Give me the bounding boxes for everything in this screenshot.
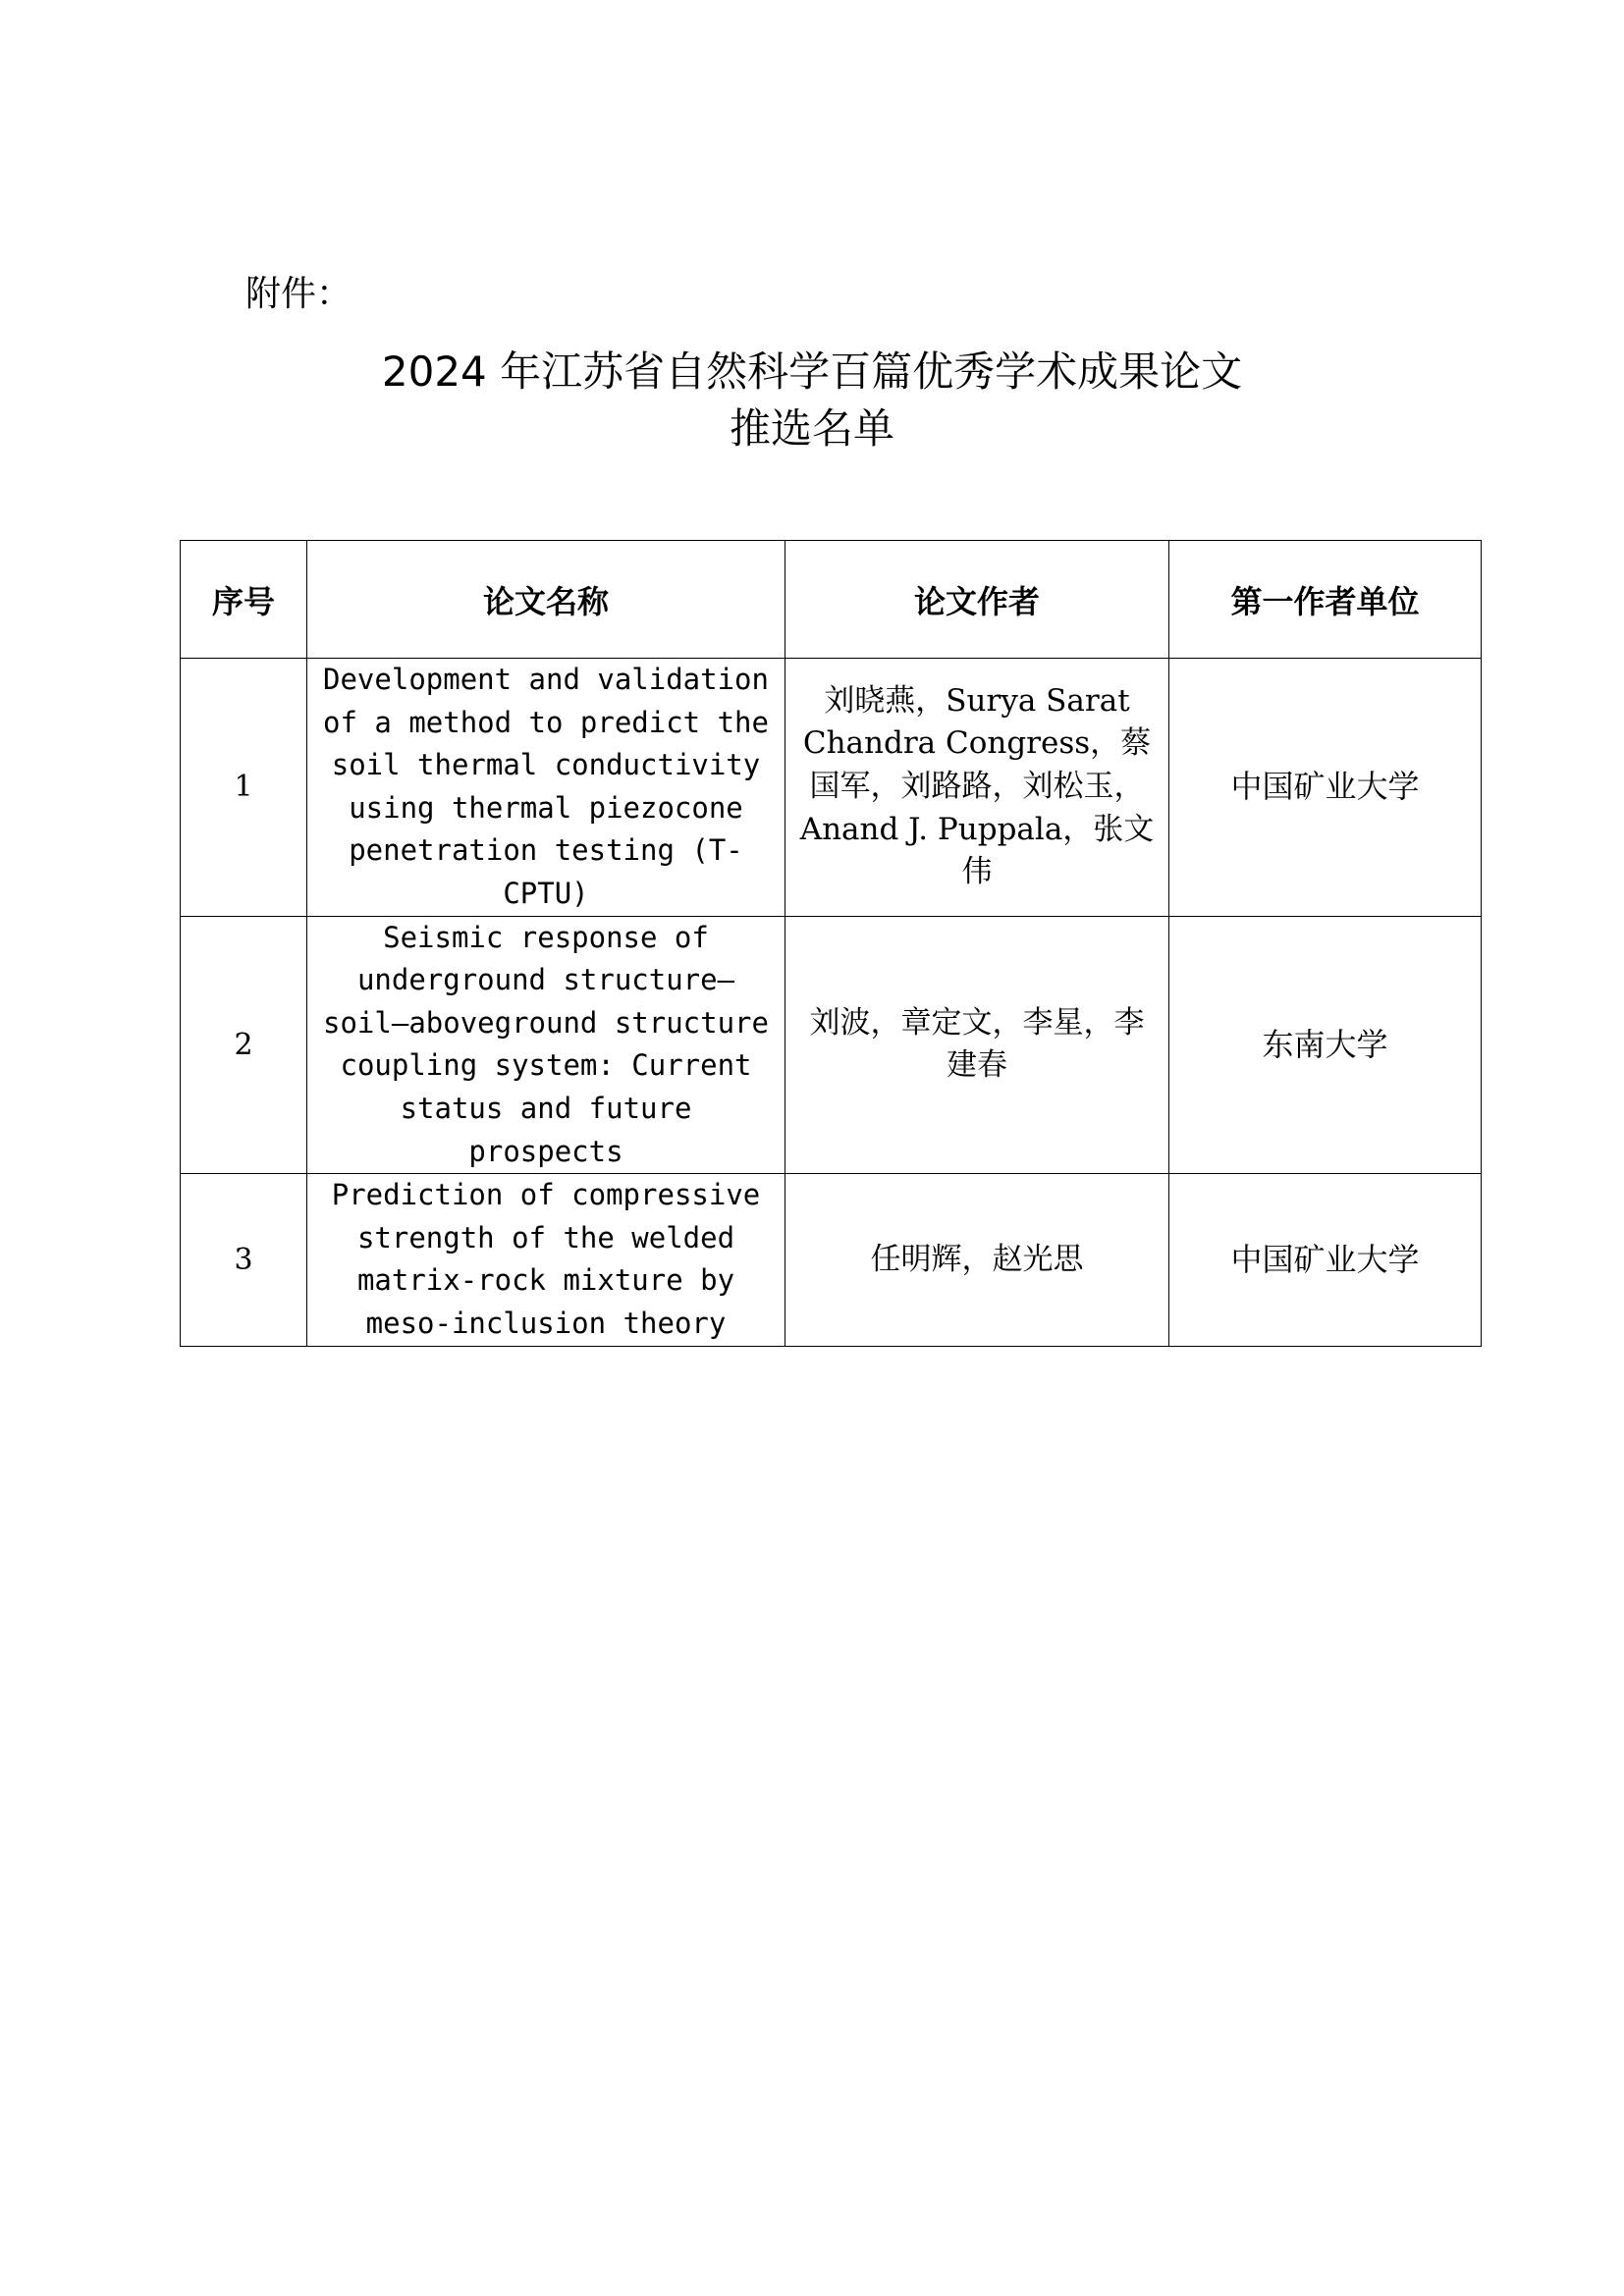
nominee-table bbox=[180, 540, 1482, 1347]
table-header-row bbox=[181, 541, 1482, 659]
table-row bbox=[181, 1174, 1482, 1346]
first-author-unit: 东南大学 bbox=[1169, 916, 1482, 1174]
first-author-unit: 中国矿业大学 bbox=[1169, 1174, 1482, 1346]
paper-title bbox=[307, 1174, 785, 1346]
table-row bbox=[181, 916, 1482, 1174]
paper-authors-text: 任明辉，赵光思 bbox=[870, 1241, 1084, 1277]
header-authors: 论文作者 bbox=[785, 541, 1169, 659]
paper-authors bbox=[785, 659, 1169, 917]
row-number: 1 bbox=[181, 659, 307, 917]
document-title bbox=[0, 344, 1624, 457]
paper-authors bbox=[785, 1174, 1169, 1346]
header-first-author-unit: 第一作者单位 bbox=[1169, 541, 1482, 659]
header-no: 序号 bbox=[181, 541, 307, 659]
paper-title bbox=[307, 659, 785, 917]
table-row bbox=[181, 659, 1482, 917]
header-paper-title: 论文名称 bbox=[307, 541, 785, 659]
paper-title bbox=[307, 916, 785, 1174]
paper-authors-text: 刘波，章定文，李星，李建春 bbox=[809, 1004, 1145, 1084]
paper-title-text: Prediction of compressive strength of the welded matrix-rock mixture by meso-inclusion theory bbox=[331, 1178, 761, 1340]
attachment-label: 附件： bbox=[245, 274, 352, 314]
row-number: 2 bbox=[181, 916, 307, 1174]
row-number: 3 bbox=[181, 1174, 307, 1346]
document-title-line-1: 2024 年江苏省自然科学百篇优秀学术成果论文 bbox=[381, 347, 1243, 396]
paper-authors-text: 刘晓燕，Surya Sarat Chandra Congress，蔡国军，刘路路，刘松玉，Anand J. Puppala，张文伟 bbox=[799, 682, 1155, 890]
document-title-line-2: 推选名单 bbox=[729, 404, 894, 453]
paper-title-text: Seismic response of underground structure–soil–aboveground structure coupling system: Current status and future prospects bbox=[323, 920, 769, 1168]
paper-title-text: Development and validation of a method to predict the soil thermal conductivity using thermal piezocone penetration testing (T-CPTU) bbox=[323, 663, 769, 910]
paper-authors bbox=[785, 916, 1169, 1174]
first-author-unit: 中国矿业大学 bbox=[1169, 659, 1482, 917]
